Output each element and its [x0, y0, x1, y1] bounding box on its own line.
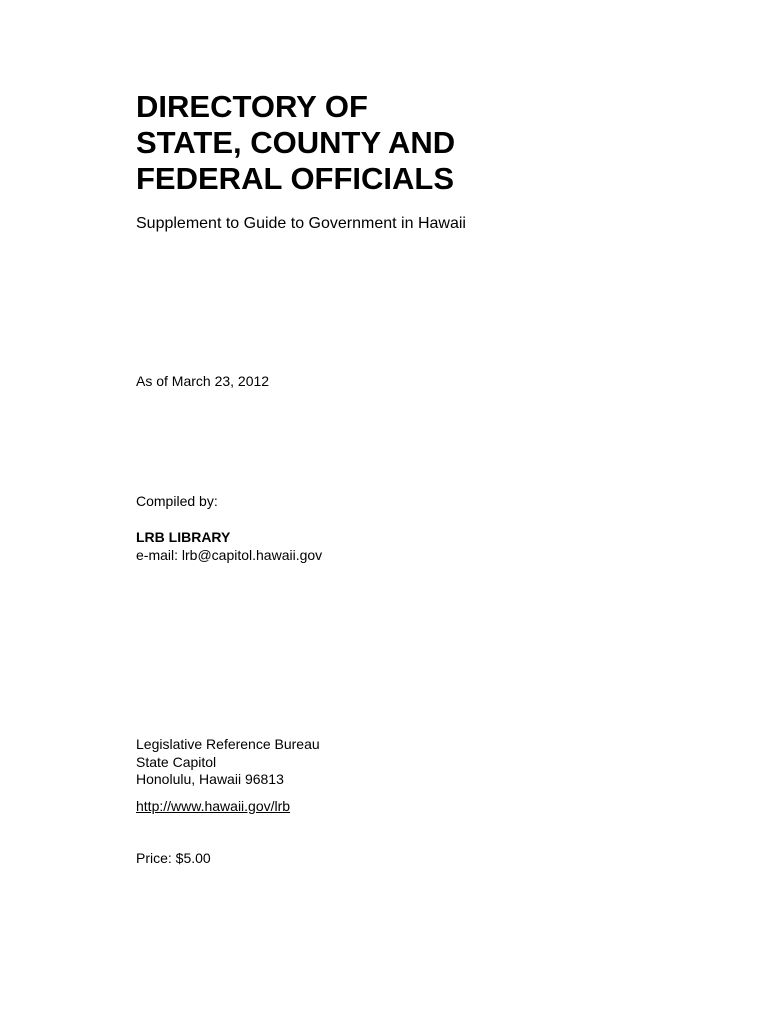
compiler-email: e-mail: lrb@capitol.hawaii.gov: [136, 547, 323, 563]
as-of-date: As of March 23, 2012: [136, 373, 270, 389]
compiled-by-label: Compiled by:: [136, 493, 218, 509]
address-line-3: Honolulu, Hawaii 96813: [136, 771, 284, 787]
title-line-1: DIRECTORY OF: [136, 89, 368, 124]
document-title: [136, 89, 455, 197]
address-line-2: State Capitol: [136, 753, 217, 770]
compiler-name: LRB LIBRARY: [136, 529, 231, 545]
title-line-3: FEDERAL OFFICIALS: [136, 161, 455, 196]
address-line-1: Legislative Reference Bureau: [136, 736, 320, 752]
website-link[interactable]: http://www.hawaii.gov/lrb: [136, 798, 291, 814]
document-subtitle: Supplement to Guide to Government in Hawaii: [136, 215, 466, 232]
price: Price: $5.00: [136, 850, 211, 866]
publisher-address: [136, 736, 320, 789]
title-line-2: STATE, COUNTY AND: [136, 125, 456, 160]
